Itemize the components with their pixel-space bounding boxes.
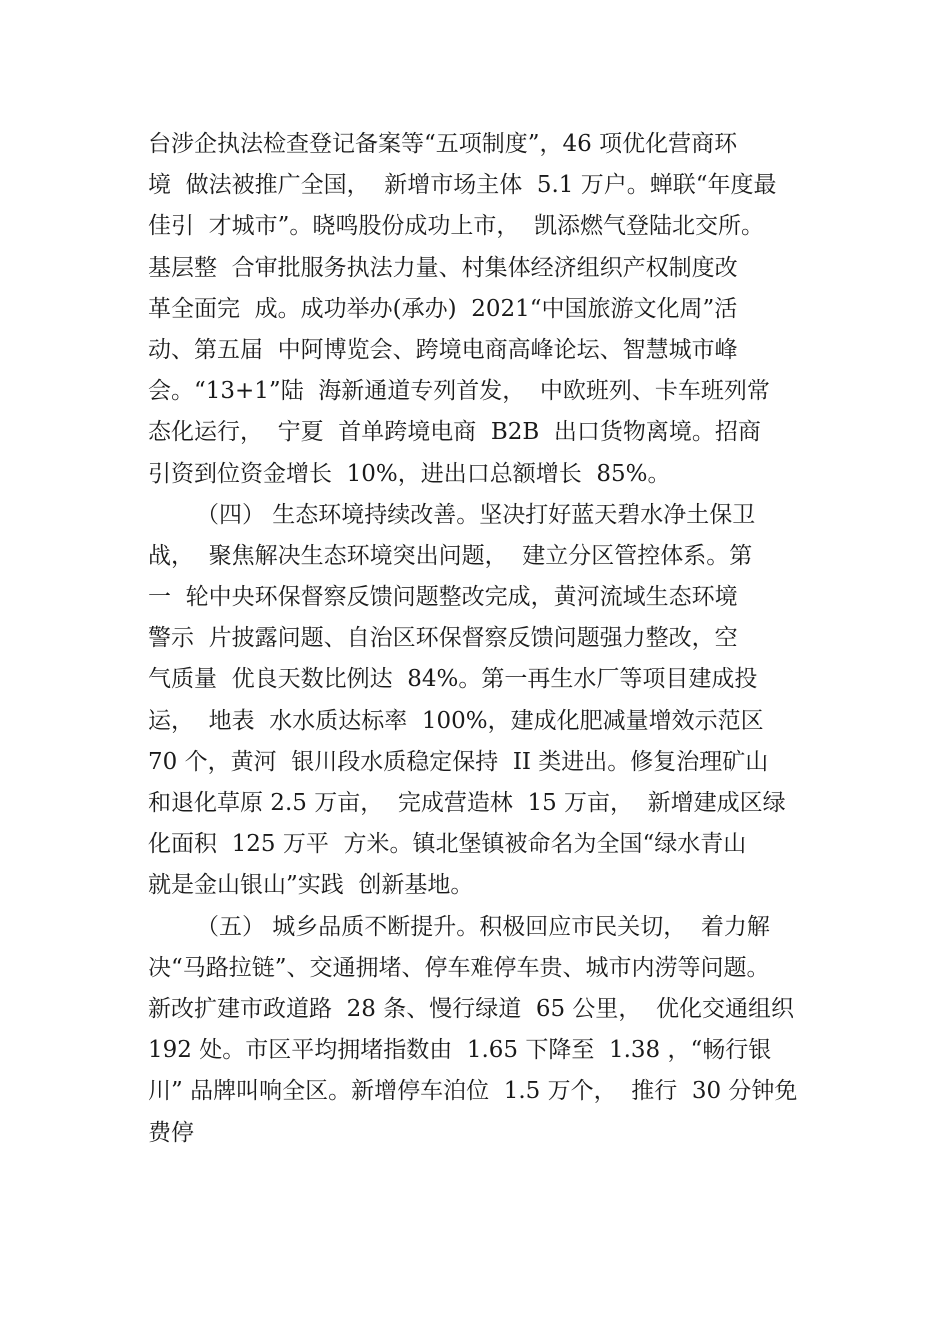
section-heading-line: （四） 生态环境持续改善。坚决打好蓝天碧水净土保卫: [196, 501, 756, 528]
text-line: 台涉企执法检查登记备案等“五项制度”，46 项优化营商环: [148, 131, 738, 157]
text-line: 70 个，黄河 银川段水质稳定保持 II 类进出。修复治理矿山: [148, 748, 769, 775]
text-line: 费停: [148, 1119, 194, 1146]
text-line: 和退化草原 2.5 万亩， 完成营造林 15 万亩， 新增建成区绿: [148, 790, 786, 816]
text-line: 气质量 优良天数比例达 84%。第一再生水厂等项目建成投: [148, 666, 758, 693]
text-line: 决“马路拉链”、交通拥堵、停车难停车贵、城市内涝等问题。: [148, 954, 770, 981]
text-line: 警示 片披露问题、自治区环保督察反馈问题强力整改，空: [148, 625, 738, 652]
text-line: 佳引 才城市”。晓鸣股份成功上市， 凯添燃气登陆北交所。: [148, 213, 765, 240]
text-line: 基层整 合审批服务执法力量、村集体经济组织产权制度改: [148, 254, 738, 281]
text-line: 战， 聚焦解决生态环境突出问题， 建立分区管控体系。第: [148, 542, 753, 569]
text-line: 境 做法被推广全国， 新增市场主体 5.1 万户。蝉联“年度最: [148, 172, 777, 199]
text-line: 革全面完 成。成功举办(承办) 2021“中国旅游文化周”活: [148, 295, 738, 322]
text-line: 运， 地表 水水质达标率 100%，建成化肥减量增效示范区: [148, 707, 764, 734]
section-heading-line: （五） 城乡品质不断提升。积极回应市民关切， 着力解: [196, 913, 770, 940]
text-line: 动、第五届 中阿博览会、跨境电商高峰论坛、智慧城市峰: [148, 336, 738, 363]
text-line: 态化运行， 宁夏 首单跨境电商 B2B 出口货物离境。招商: [148, 419, 761, 446]
text-line: 192 处。市区平均拥堵指数由 1.65 下降至 1.38 ，“畅行银: [148, 1037, 772, 1064]
text-line: 新改扩建市政道路 28 条、慢行绿道 65 公里， 优化交通组织: [148, 995, 795, 1022]
text-line: 一 轮中央环保督察反馈问题整改完成，黄河流域生态环境: [148, 584, 738, 611]
text-line: 就是金山银山”实践 创新基地。: [148, 872, 474, 899]
text-line: 引资到位资金增长 10%，进出口总额增长 85%。: [148, 460, 671, 487]
text-line: 川” 品牌叫响全区。新增停车泊位 1.5 万个， 推行 30 分钟免: [148, 1078, 798, 1105]
text-line: 化面积 125 万平 方米。镇北堡镇被命名为全国“绿水青山: [148, 831, 747, 858]
body-text: [148, 124, 818, 1154]
text-line: 会。“13+1”陆 海新通道专列首发， 中欧班列、卡车班列常: [148, 378, 770, 405]
